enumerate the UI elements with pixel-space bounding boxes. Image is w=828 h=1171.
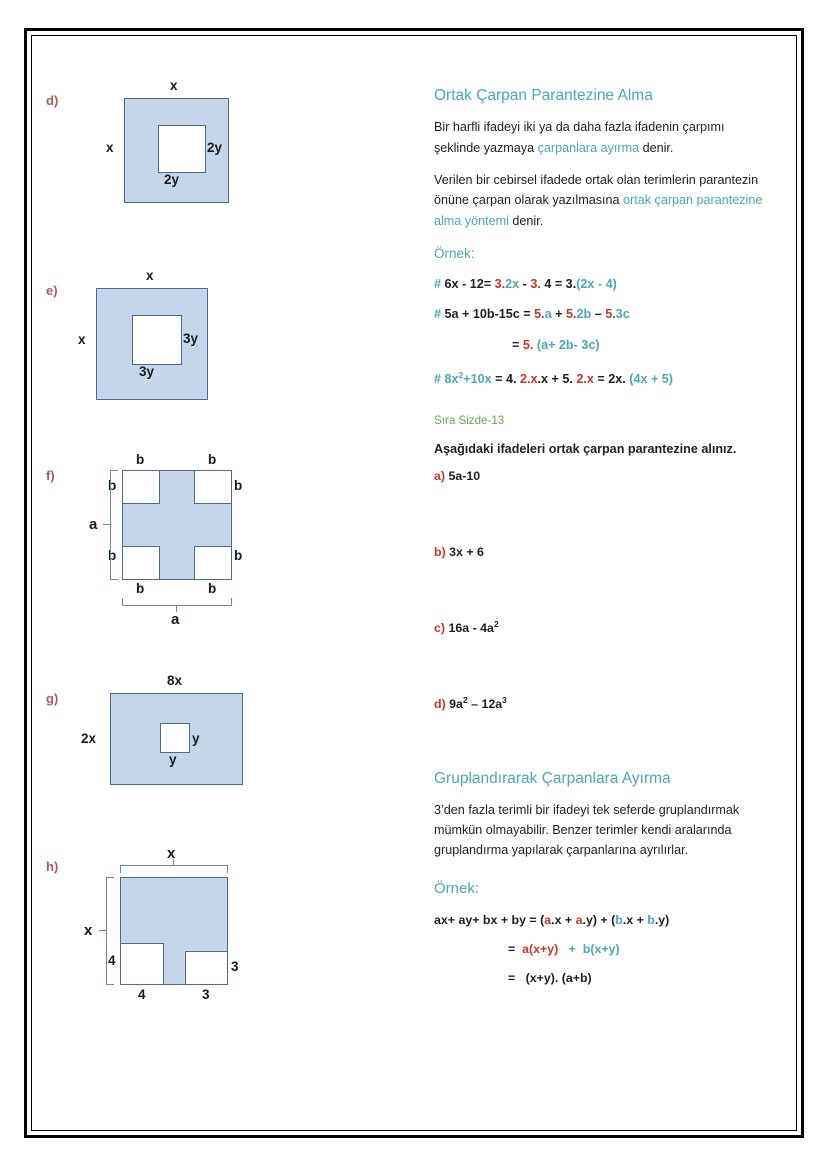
figure-e-inner-hole <box>132 315 182 365</box>
formula-4-seg-5: (4x + 5) <box>629 372 674 387</box>
formula-4-seg-1: 2.x <box>520 372 538 387</box>
eq2-equals: = <box>508 942 516 957</box>
figure-g-hole-bottom-label: y <box>169 752 177 767</box>
figure-g-left-label: 2x <box>81 731 97 746</box>
formula-4-hash: # <box>434 372 442 387</box>
formula-1-seg-6: (2x - 4) <box>576 276 617 291</box>
figure-d-top-label: x <box>170 78 178 93</box>
question-c-letter: c) <box>434 621 446 636</box>
paragraph-2-highlight: ortak çarpan parantezine alma yöntemi <box>434 193 763 228</box>
paragraph-1-highlight: çarpanlara ayırma <box>537 140 640 155</box>
formula-2-seg-7: 5. <box>605 307 616 322</box>
figure-d-label: d) <box>46 93 59 108</box>
figure-h <box>46 845 416 1005</box>
question-a <box>434 466 764 486</box>
eq1-m3: .x + <box>622 913 648 928</box>
figure-f-hole-top-right <box>194 470 232 504</box>
question-a-text: 5a-10 <box>445 468 481 483</box>
question-d-letter: d) <box>434 697 446 712</box>
formula-2-seg-0: 5a + 10b-15c = <box>441 307 535 322</box>
figure-f-left-brace-label: a <box>89 516 98 533</box>
formula-3-seg-1: 5. <box>522 337 534 352</box>
figure-h-notch-left-side-label: 4 <box>108 953 116 968</box>
eq1-a2: a <box>575 913 583 928</box>
figure-f-bottom-brace-label: a <box>171 611 180 628</box>
figure-f-left-brace-tick <box>103 524 111 525</box>
figure-f-top-right-label: b <box>208 452 217 467</box>
figure-e-hole-bottom-label: 3y <box>139 364 155 379</box>
group-equation-line-1 <box>434 910 764 930</box>
text-column <box>434 86 764 997</box>
eq1-m2: .y) + ( <box>582 913 616 928</box>
eq2-left-term: a(x+y) <box>522 942 559 957</box>
formula-2-seg-8: 3c <box>615 307 630 322</box>
figure-h-left-brace <box>106 877 114 985</box>
figure-e-hole-right-label: 3y <box>183 331 199 346</box>
formula-2-seg-6: – <box>591 307 606 322</box>
figure-h-notch-right-side-label: 3 <box>231 959 239 974</box>
spacer-b-c <box>434 562 764 618</box>
ornek-label-1: Örnek: <box>434 246 475 262</box>
figure-f-hole-bottom-right <box>194 546 232 580</box>
question-a-letter: a) <box>434 468 446 483</box>
figure-d <box>46 68 416 213</box>
eq1-b2: b <box>647 913 655 928</box>
figure-e-left-label: x <box>78 332 86 347</box>
question-c-text: $16a - 4a^2$ <box>445 619 499 636</box>
figure-f-left-brace <box>110 470 118 580</box>
figure-f <box>46 448 416 628</box>
eq3-result: (x+y). (a+b) <box>525 971 592 986</box>
formula-4-seg-0: $8x^2+10x$ <box>441 370 496 387</box>
sira-sizde-label: Sıra Sizde-13 <box>434 413 505 427</box>
figure-g-hole-right-label: y <box>192 731 200 746</box>
figure-f-top-left-label: b <box>136 452 145 467</box>
task-instruction: Aşağıdaki ifadeleri ortak çarpan parantezine alınız. <box>434 442 737 457</box>
figure-e <box>46 258 416 406</box>
eq1-m1: .x + <box>551 913 576 928</box>
eq1-lhs: ax+ ay+ bx + by = ( <box>434 913 545 928</box>
formula-2-seg-4: 5. <box>566 307 577 322</box>
formula-1-seg-3: - <box>519 276 531 291</box>
page-content <box>24 28 804 1138</box>
figure-d-hole-bottom-label: 2y <box>164 172 180 187</box>
eq2-right-term: b(x+y) <box>582 942 620 957</box>
example-formula-1 <box>434 274 764 294</box>
eq3-equals: = <box>508 971 516 986</box>
formula-4-seg-eq: = 4. <box>495 372 520 387</box>
paragraph-gruplandirarak: 3’den fazla terimli bir ifadeyi tek seferde gruplandırmak mümkün olmayabilir. Benzer terimler kendi aralarında gruplandırma yapılarak çarpanlarına ayrılırlar. <box>434 802 740 858</box>
spacer-a-b <box>434 486 764 542</box>
figure-e-label: e) <box>46 283 58 298</box>
question-b-text: 3x + 6 <box>445 544 484 559</box>
figure-h-left-brace-tick <box>99 930 107 931</box>
formula-4-seg-2: .x + 5. <box>537 372 577 387</box>
spacer-c-d <box>434 638 764 694</box>
figure-f-right-lower-label: b <box>234 548 243 563</box>
eq1-a1: a <box>544 913 552 928</box>
formula-2-seg-3: + <box>551 307 567 322</box>
figure-d-hole-right-label: 2y <box>207 140 223 155</box>
figure-f-bottom-right-label: b <box>208 581 217 596</box>
figure-f-hole-top-left <box>122 470 160 504</box>
figure-g-inner-hole <box>160 723 190 753</box>
figure-f-left-upper-label: b <box>108 478 117 493</box>
question-d-text: $9a^2 - 12a^3$ <box>445 695 507 712</box>
question-d <box>434 694 764 714</box>
paragraph-1-part-2: denir. <box>639 140 674 155</box>
formula-2-hash: # <box>434 307 442 322</box>
figure-g-top-label: 8x <box>167 673 183 688</box>
figure-f-right-upper-label: b <box>234 478 243 493</box>
figure-h-notch-left <box>120 943 164 985</box>
figure-h-notch-left-bottom-label: 4 <box>138 987 146 1002</box>
paragraph-definition-2 <box>434 170 764 231</box>
question-b-letter: b) <box>434 544 446 559</box>
section-heading-ortak-carpan: Ortak Çarpan Parantezine Alma <box>434 87 653 104</box>
figures-column <box>46 68 416 1005</box>
figure-f-label: f) <box>46 468 55 483</box>
example-formula-3 <box>512 335 764 355</box>
eq1-m4: .y) <box>654 913 670 928</box>
figure-f-bottom-left-label: b <box>136 581 145 596</box>
formula-1-seg-0: 6x - 12= <box>441 276 495 291</box>
figure-d-left-label: x <box>106 140 114 155</box>
formula-1-seg-1: 3. <box>494 276 506 291</box>
figure-h-top-brace <box>120 865 228 873</box>
figure-h-left-brace-label: x <box>84 922 93 939</box>
formula-3-seg-2: (a+ 2b- 3c) <box>533 337 600 352</box>
formula-3-seg-0: = <box>512 337 523 352</box>
figure-h-top-brace-label: x <box>167 845 176 862</box>
paragraph-2-part-2: denir. <box>508 213 544 228</box>
figure-h-notch-right-bottom-label: 3 <box>202 987 210 1002</box>
formula-4-seg-3: 2.x <box>576 372 594 387</box>
formula-2-seg-2: a <box>544 307 552 322</box>
eq1-b1: b <box>615 913 623 928</box>
formula-1-seg-5: 4 = 3. <box>540 276 577 291</box>
figure-d-inner-hole <box>158 125 206 173</box>
figure-g-label: g) <box>46 691 59 706</box>
question-c <box>434 618 764 638</box>
figure-h-label: h) <box>46 859 59 874</box>
formula-4-seg-4: = 2x. <box>593 372 630 387</box>
figure-h-notch-right <box>185 951 228 985</box>
paragraph-definition-1 <box>434 117 764 158</box>
figure-f-left-lower-label: b <box>108 548 117 563</box>
group-equation-line-2 <box>508 939 764 959</box>
example-formula-4 <box>434 369 764 390</box>
section-heading-gruplandirarak: Gruplandırarak Çarpanlara Ayırma <box>434 769 671 787</box>
formula-1-seg-4: 3. <box>530 276 541 291</box>
figure-g <box>46 665 416 795</box>
question-b <box>434 542 764 562</box>
paragraph-1-part-1: Bir harfli ifadeyi iki ya da daha fazla ifadenin çarpımı şeklinde yazmaya <box>434 120 725 155</box>
eq2-plus: + <box>568 942 576 957</box>
example-formula-2 <box>434 304 764 324</box>
group-equation-line-3 <box>508 968 764 988</box>
figure-e-top-label: x <box>146 268 154 283</box>
ornek-label-2: Örnek: <box>434 879 480 897</box>
figure-f-hole-bottom-left <box>122 546 160 580</box>
formula-1-seg-2: 2x <box>505 276 520 291</box>
formula-1-hash: # <box>434 276 442 291</box>
paragraph-2-part-1: Verilen bir cebirsel ifadede ortak olan terimlerin parantezin önüne çarpan olarak yazılmasına <box>434 172 759 208</box>
formula-2-seg-1: 5. <box>534 307 545 322</box>
formula-2-seg-5: 2b <box>576 307 592 322</box>
